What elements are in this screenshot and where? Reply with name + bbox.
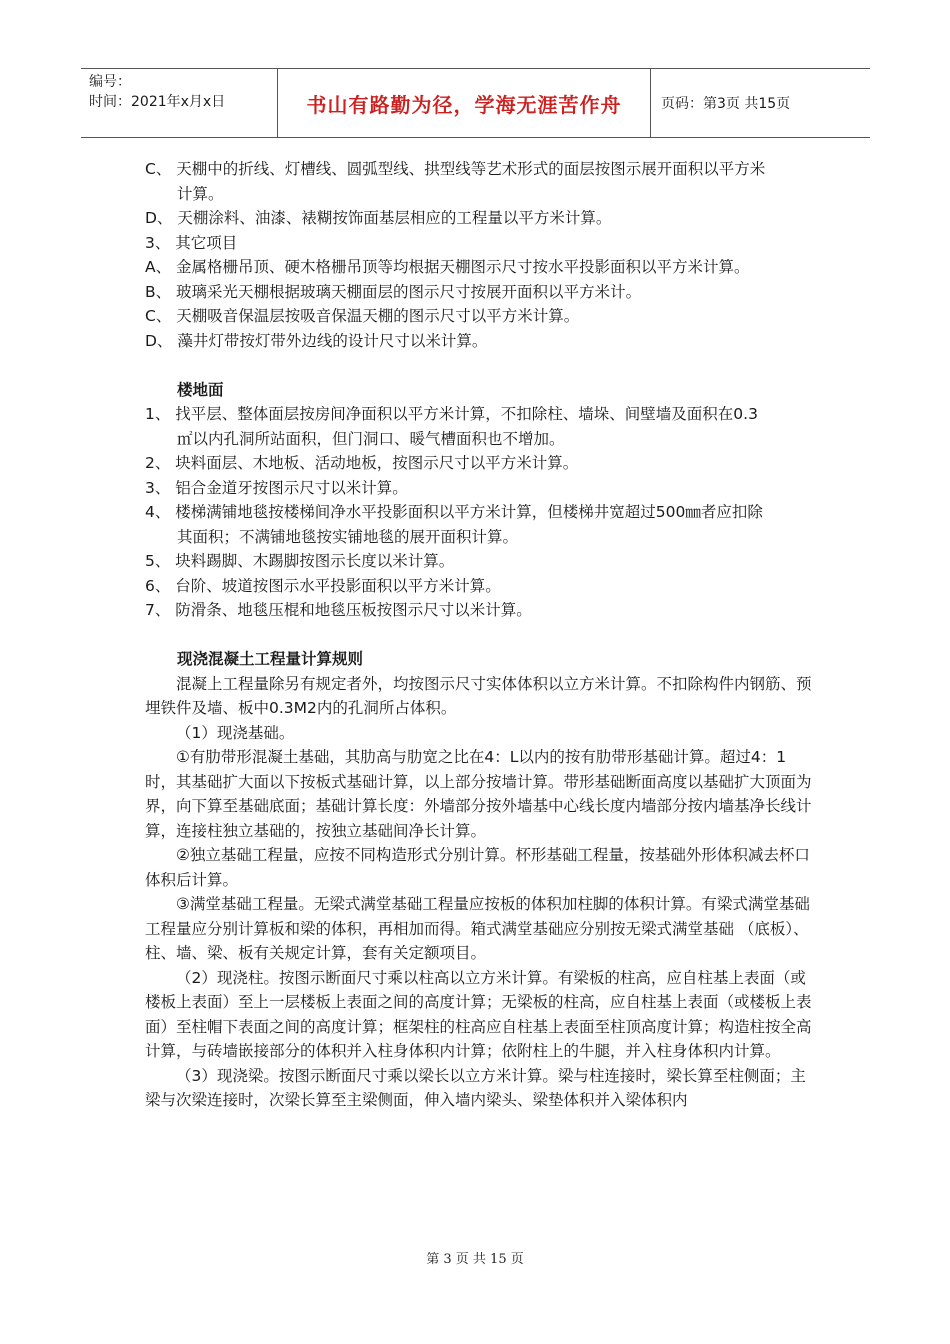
text-line: 6、 台阶、坡道按图示水平投影面积以平方米计算。 [145,576,501,595]
paragraph: 混凝上工程量除另有规定者外，均按图示尺寸实体体积以立方米计算。不扣除构件内钢筋、预埋铁件及墙、板中0.3M2内的孔洞所占体积。 [145,674,812,717]
text-line: D、 天棚涂料、油漆、裱糊按饰面基层相应的工程量以平方米计算。 [145,209,612,227]
text-line: 5、 块料踢脚、木踢脚按图示长度以米计算。 [145,552,455,570]
text-line: 计算。 [177,184,224,203]
text-line: 1、 找平层、整体面层按房间净面积以平方米计算，不扣除柱、墙垛、间壁墙及面积在0.3 [145,405,758,423]
paragraph: ③满堂基础工程量。无梁式满堂基础工程量应按板的体积加柱脚的体积计算。有梁式满堂基础工程量应分别计算板和梁的体积，再相加而得。箱式满堂基础应分别按无梁式满堂基础 （底板）、柱、墙、梁、板有关规定计算，套有关定额项目。 [145,895,810,962]
paragraph: ②独立基础工程量，应按不同构造形式分别计算。杯形基础工程量，按基础外形体积减去杯口体积后计算。 [145,846,810,889]
document-body [145,157,813,1113]
section-heading: 现浇混凝土工程量计算规则 [177,650,364,668]
paragraph: （1）现浇基础。 [176,723,295,742]
text-line: 3、 其它项目 [145,233,238,252]
text-line: C、 天棚中的折线、灯槽线、圆弧型线、拱型线等艺术形式的面层按图示展开面积以平方米 [145,160,766,178]
header-page-info: 页码：第3页 共15页 [661,96,791,112]
text-line: 2、 块料面层、木地板、活动地板，按图示尺寸以平方米计算。 [145,454,579,472]
text-line: 其面积；不满铺地毯按实铺地毯的展开面积计算。 [177,527,519,546]
page-header [81,68,870,138]
text-line: ㎡以内孔洞所站面积，但门洞口、暖气槽面积也不增加。 [177,429,565,448]
paragraph: （2）现浇柱。按图示断面尺寸乘以柱高以立方米计算。有梁板的柱高，应自柱基上表面（或楼板上表面）至上一层楼板上表面之间的高度计算；无梁板的柱高，应自柱基上表面（或楼板上表面）至柱帽下表面之间的高度计算；框架柱的柱高应自柱基上表面至柱顶高度计算；构造柱按全高计算，与砖墙嵌接部分的体积并入柱身体积内计算；依附柱上的牛腿，并入柱身体积内计算。 [145,968,812,1060]
header-motto: 书山有路勤为径，学海无涯苦作舟 [278,69,651,137]
text-line: 7、 防滑条、地毯压棍和地毯压板按图示尺寸以米计算。 [145,601,532,619]
text-line: C、 天棚吸音保温层按吸音保温天棚的图示尺寸以平方米计算。 [145,307,580,325]
text-line: A、 金属格栅吊顶、硬木格栅吊顶等均根据天棚图示尺寸按水平投影面积以平方米计算。 [145,258,750,276]
time-label: 时间：2021年x月x日 [89,94,226,110]
text-line: B、 玻璃采光天棚根据玻璃天棚面层的图示尺寸按展开面积以平方米计。 [145,282,642,301]
section-heading: 楼地面 [177,380,224,399]
paragraph: ①有肋带形混凝土基础，其肋高与肋宽之比在4：L以内的按有肋带形基础计算。超过4：1时，其基础扩大面以下按板式基础计算，以上部分按墙计算。带形基础断面高度以基础扩大顶面为界，向下算至基础底面；基础计算长度：外墙部分按外墙基中心线长度内墙部分按内墙基净长线计算，连接柱独立基础的，按独立基础间净长计算。 [145,748,812,840]
header-meta [81,69,278,137]
paragraph: （3）现浇梁。按图示断面尺寸乘以梁长以立方米计算。梁与柱连接时，梁长算至柱侧面；主梁与次梁连接时，次梁长算至主梁侧面，伸入墙内梁头、梁垫体积并入梁体积内 [145,1066,806,1109]
page-footer: 第 3 页 共 15 页 [426,1252,524,1267]
text-line: 4、 楼梯满铺地毯按楼梯间净水平投影面积以平方米计算，但楼梯井宽超过500㎜者应扣除 [145,503,763,521]
code-label: 编号： [89,74,131,90]
text-line: D、 藻井灯带按灯带外边线的设计尺寸以米计算。 [145,331,488,350]
text-line: 3、 铝合金道牙按图示尺寸以米计算。 [145,478,408,497]
